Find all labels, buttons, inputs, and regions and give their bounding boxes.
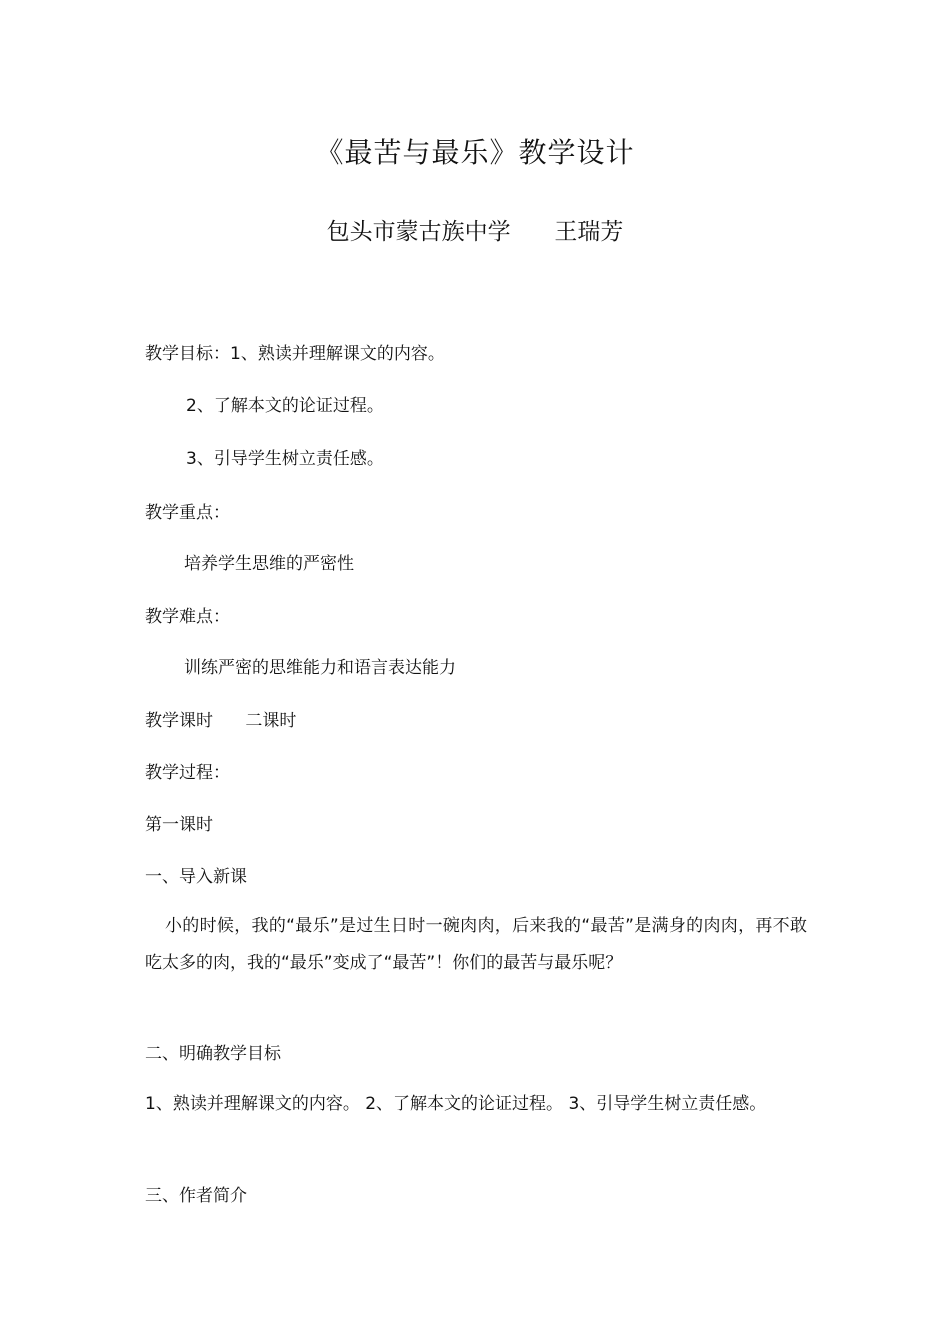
objective-2: 2、了解本文的论证过程。: [186, 396, 384, 416]
key-point-text: 培养学生思维的严密性: [184, 554, 354, 574]
difficulty-text: 训练严密的思维能力和语言表达能力: [184, 658, 456, 678]
intro-paragraph: 小的时候，我的“最乐”是过生日时一碗肉肉，后来我的“最苦”是满身的肉肉，再不敢吃太多的肉，我的“最乐”变成了“最苦”！你们的最苦与最乐呢？: [145, 916, 807, 973]
document-title: 《最苦与最乐》教学设计: [315, 136, 635, 169]
first-lesson-heading: 第一课时: [145, 815, 213, 835]
key-point-heading: 教学重点：: [145, 503, 230, 523]
process-heading: 教学过程：: [145, 763, 230, 783]
class-hours-line: 教学课时 二课时: [145, 711, 297, 731]
goals-paragraph: 1、熟读并理解课文的内容。 2、了解本文的论证过程。 3、引导学生树立责任感。: [145, 1094, 767, 1114]
objectives-line: 教学目标：1、熟读并理解课文的内容。: [145, 344, 445, 364]
difficulty-heading: 教学难点：: [145, 607, 230, 627]
section-3-heading: 三、作者简介: [145, 1186, 247, 1206]
objective-3: 3、引导学生树立责任感。: [186, 449, 384, 469]
author-line: 包头市蒙古族中学 王瑞芳: [326, 219, 624, 245]
section-1-heading: 一、导入新课: [145, 867, 247, 887]
section-2-heading: 二、明确教学目标: [145, 1044, 281, 1064]
